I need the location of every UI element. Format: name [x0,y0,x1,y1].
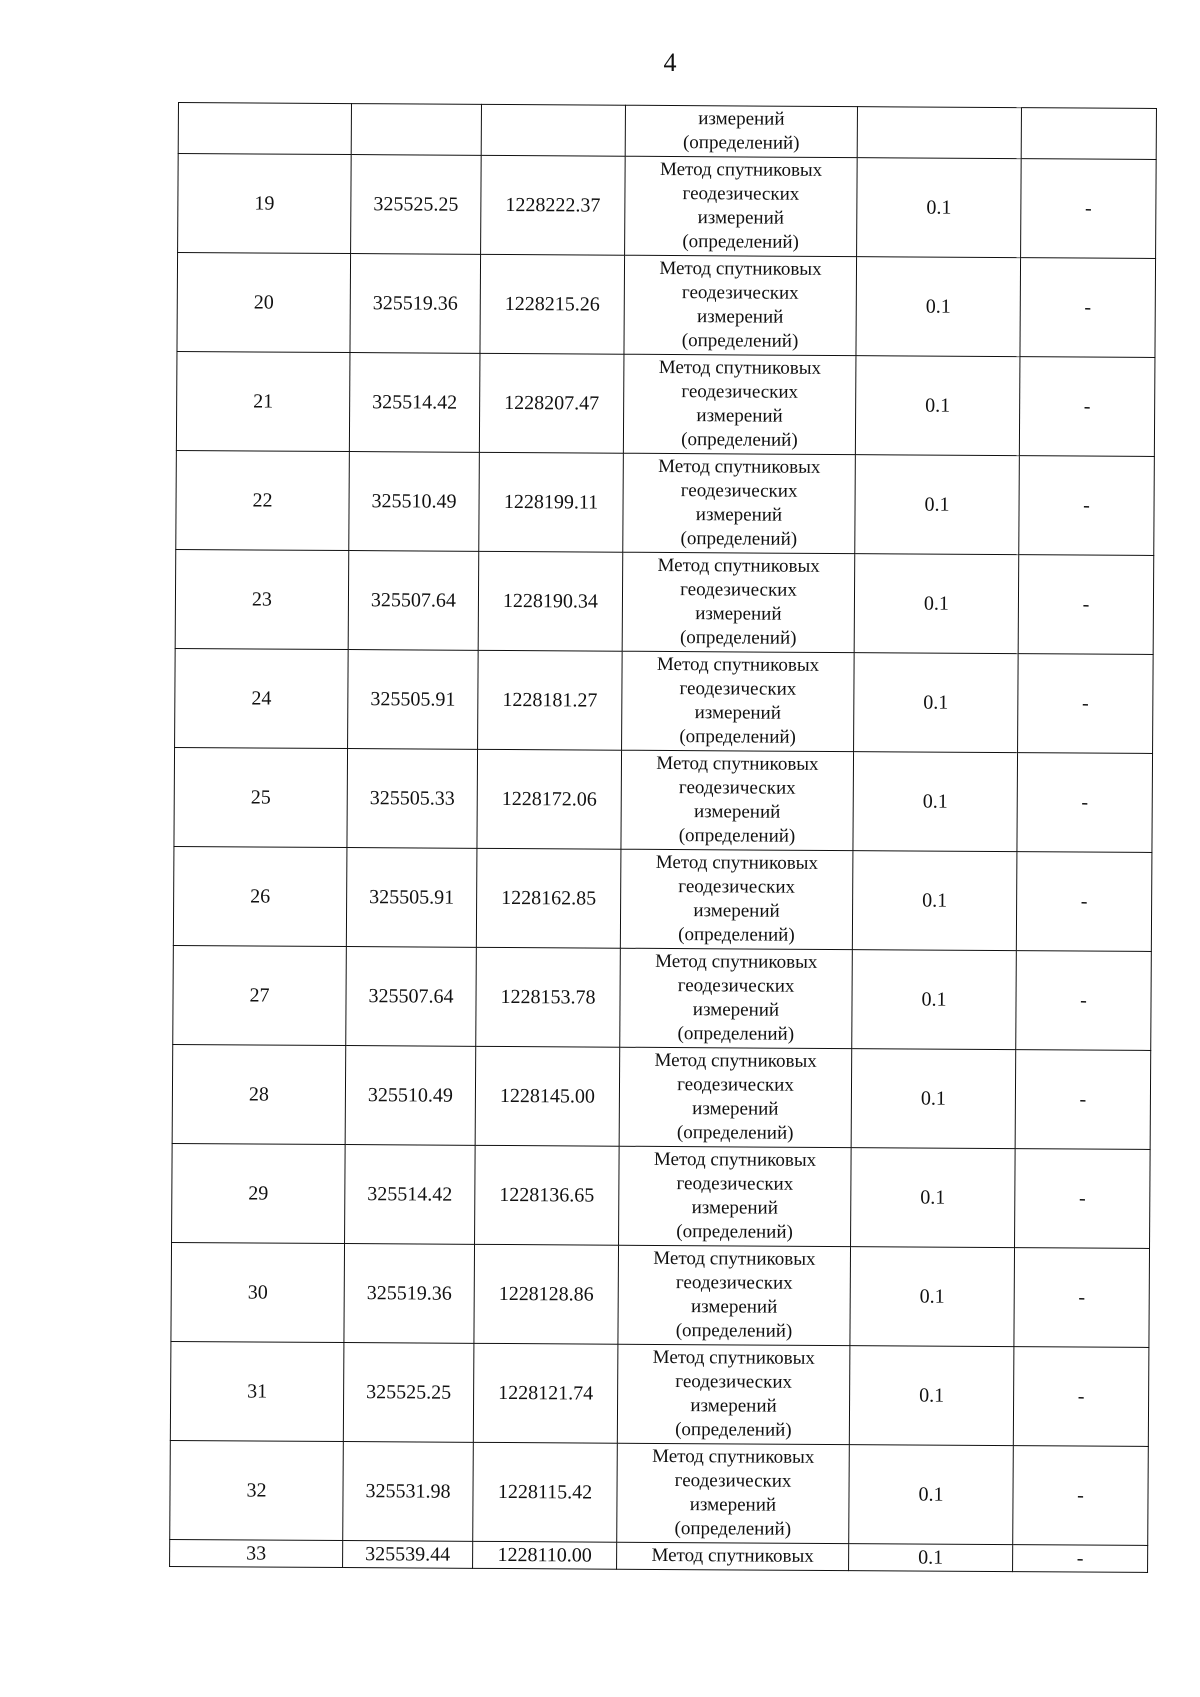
cell-y: 1228145.00 [475,1046,620,1146]
table-row [175,549,1154,654]
cell-y: 1228222.37 [481,155,626,255]
method-line: (определений) [677,1023,795,1045]
cell-note: - [1016,852,1152,952]
cell-note: - [1018,654,1154,754]
method-line: (определений) [676,1122,794,1144]
method-line: Метод спутниковых [659,158,823,181]
cell-x: 325531.98 [343,1442,474,1542]
method-line: Метод спутниковых [658,356,822,379]
cell-x: 325510.49 [345,1046,476,1146]
cell-number: 23 [175,549,349,649]
method-line: измерений [690,1296,778,1318]
coordinates-table [169,102,1157,1573]
cell-accuracy: 0.1 [852,950,1017,1050]
coordinates-table-wrapper [169,102,1156,1573]
cell-y: 1228181.27 [478,650,623,750]
method-line: измерений [690,1395,777,1417]
cell-note: - [1017,753,1153,853]
cell-method [625,105,857,157]
cell-note: - [1013,1446,1149,1546]
cell-accuracy: 0.1 [850,1247,1015,1347]
cell-number: 20 [177,253,351,353]
method-line: измерений [698,108,785,130]
cell-note: - [1016,951,1152,1051]
cell-number: 19 [178,154,352,254]
method-line: измерений [694,702,781,724]
method-line: Метод спутниковых [655,851,819,874]
cell-number: 32 [170,1440,344,1540]
cell-method [622,552,855,652]
cell-y: 1228110.00 [473,1541,617,1569]
method-line: измерений [696,306,784,328]
cell-number: 26 [173,846,347,946]
cell-method [625,156,858,256]
table-row [173,846,1152,951]
cell-accuracy: 0.1 [856,257,1021,357]
method-line: измерений [696,405,783,427]
cell-accuracy: 0.1 [851,1148,1016,1248]
method-line: геодезических [674,1470,792,1492]
method-line: геодезических [675,1371,793,1393]
table-body [170,103,1157,1573]
method-line: (определений) [682,132,800,154]
method-line: Метод спутниковых [652,1346,816,1369]
cell-number: 21 [176,351,350,451]
method-line: измерений [697,207,785,229]
cell-x: 325514.42 [349,353,480,453]
table-row [170,1440,1149,1545]
cell-x: 325525.25 [343,1343,474,1443]
cell-method [623,354,856,454]
method-line: измерений [695,603,782,625]
method-line: геодезических [680,579,797,601]
cell-method [619,1047,852,1147]
method-line: Метод спутниковых [651,1544,814,1567]
cell-number: 25 [174,747,348,847]
cell-accuracy: 0.1 [852,851,1017,951]
cell-number: 22 [176,450,350,550]
cell-note: - [1013,1347,1149,1447]
method-line: измерений [693,801,781,823]
method-line: Метод спутниковых [656,653,820,676]
cell-number: 30 [171,1242,345,1342]
method-line: (определений) [679,627,797,649]
table-row [170,1341,1149,1446]
method-line: Метод спутниковых [652,1445,815,1468]
cell-method [624,255,857,355]
cell-x: 325519.36 [344,1244,475,1344]
method-line: геодезических [678,876,796,898]
method-line: геодезических [682,183,800,205]
method-line: Метод спутниковых [655,950,818,973]
method-line: геодезических [675,1272,793,1294]
method-line: (определений) [678,924,795,946]
method-line: измерений [691,1197,778,1219]
method-line: геодезических [681,381,799,403]
method-line: Метод спутниковых [653,1148,817,1171]
cell-y: 1228128.86 [474,1244,619,1344]
cell-method [621,750,854,850]
cell-x: 325507.64 [346,947,477,1047]
cell-number: 27 [173,945,347,1045]
cell-x [351,104,481,156]
table-row [172,1143,1151,1248]
cell-method [622,651,855,751]
cell-method [620,948,853,1048]
method-line: геодезических [678,777,796,799]
table-row [173,945,1152,1050]
cell-method [620,849,853,949]
method-line: (определений) [680,528,798,550]
cell-accuracy: 0.1 [855,356,1020,456]
method-line: (определений) [675,1320,793,1342]
cell-x: 325525.25 [351,155,482,255]
cell-number [178,103,351,155]
cell-y: 1228172.06 [477,749,622,849]
table-row-last [170,1539,1148,1572]
cell-note: - [1015,1149,1151,1249]
method-line: геодезических [680,480,798,502]
method-line: (определений) [681,330,799,352]
method-line: (определений) [682,231,799,253]
cell-accuracy: 0.1 [849,1445,1014,1545]
cell-note: - [1021,159,1157,259]
cell-note: - [1020,258,1156,358]
cell-accuracy: 0.1 [849,1544,1013,1572]
method-line: Метод спутниковых [654,1049,817,1072]
method-line: Метод спутниковых [658,455,821,478]
cell-y: 1228190.34 [478,551,623,651]
method-line: (определений) [678,825,796,847]
cell-note [1021,108,1156,160]
cell-note: - [1015,1050,1151,1150]
cell-number: 29 [172,1143,346,1243]
cell-accuracy: 0.1 [854,653,1019,753]
cell-note: - [1013,1545,1148,1573]
table-row [176,351,1155,456]
cell-x: 325507.64 [348,551,479,651]
cell-number: 24 [175,648,349,748]
cell-note: - [1019,357,1155,457]
table-row [178,154,1157,259]
cell-method [617,1344,850,1444]
table-row [172,1044,1151,1149]
cell-accuracy: 0.1 [857,158,1022,258]
method-line: (определений) [674,1518,792,1540]
method-line: (определений) [675,1419,792,1441]
table-row [175,648,1154,753]
cell-y: 1228153.78 [476,947,621,1047]
cell-y [481,104,625,156]
cell-accuracy: 0.1 [853,752,1018,852]
page-number: 4 [663,48,677,77]
method-line: Метод спутниковых [659,257,822,280]
table-row-continuation [178,103,1156,160]
cell-note: - [1018,555,1154,655]
cell-y: 1228121.74 [473,1343,618,1443]
cell-accuracy: 0.1 [855,455,1020,555]
cell-x: 325519.36 [350,254,481,354]
cell-method [618,1245,851,1345]
cell-x: 325505.91 [348,650,479,750]
method-line: геодезических [677,1074,794,1096]
cell-accuracy: 0.1 [849,1346,1014,1446]
cell-accuracy: 0.1 [854,554,1019,654]
table-row [176,450,1155,555]
cell-number: 33 [170,1539,343,1567]
method-line: (определений) [679,726,796,748]
method-line: (определений) [676,1221,793,1243]
cell-method [619,1146,852,1246]
cell-method [617,1542,849,1570]
cell-y: 1228115.42 [473,1442,618,1542]
table-row [171,1242,1150,1347]
cell-y: 1228162.85 [476,848,621,948]
cell-y: 1228136.65 [475,1145,620,1245]
table-row [177,253,1156,358]
method-line: геодезических [679,678,797,700]
cell-method [623,453,856,553]
method-line: измерений [693,900,780,922]
method-line: геодезических [676,1173,794,1195]
method-line: (определений) [681,429,798,451]
method-line: Метод спутниковых [656,752,819,775]
method-line: измерений [692,999,780,1021]
cell-y: 1228215.26 [480,254,625,354]
method-line: Метод спутниковых [653,1247,816,1270]
method-line: геодезических [681,282,799,304]
method-line: измерений [695,504,783,526]
cell-number: 28 [172,1044,346,1144]
cell-x: 325510.49 [349,452,480,552]
method-line: измерений [689,1494,777,1516]
table-row [174,747,1153,852]
cell-x: 325505.33 [347,749,478,849]
cell-note: - [1019,456,1155,556]
method-line: измерений [692,1098,779,1120]
cell-x: 325505.91 [346,848,477,948]
cell-y: 1228207.47 [479,353,624,453]
cell-y: 1228199.11 [479,452,624,552]
cell-x: 325514.42 [345,1145,476,1245]
cell-method [617,1443,850,1543]
cell-x: 325539.44 [343,1541,473,1569]
cell-number: 31 [170,1341,344,1441]
cell-accuracy: 0.1 [851,1049,1016,1149]
cell-note: - [1014,1248,1150,1348]
method-line: Метод спутниковых [657,554,820,577]
method-line: геодезических [677,975,795,997]
cell-accuracy [857,107,1021,159]
